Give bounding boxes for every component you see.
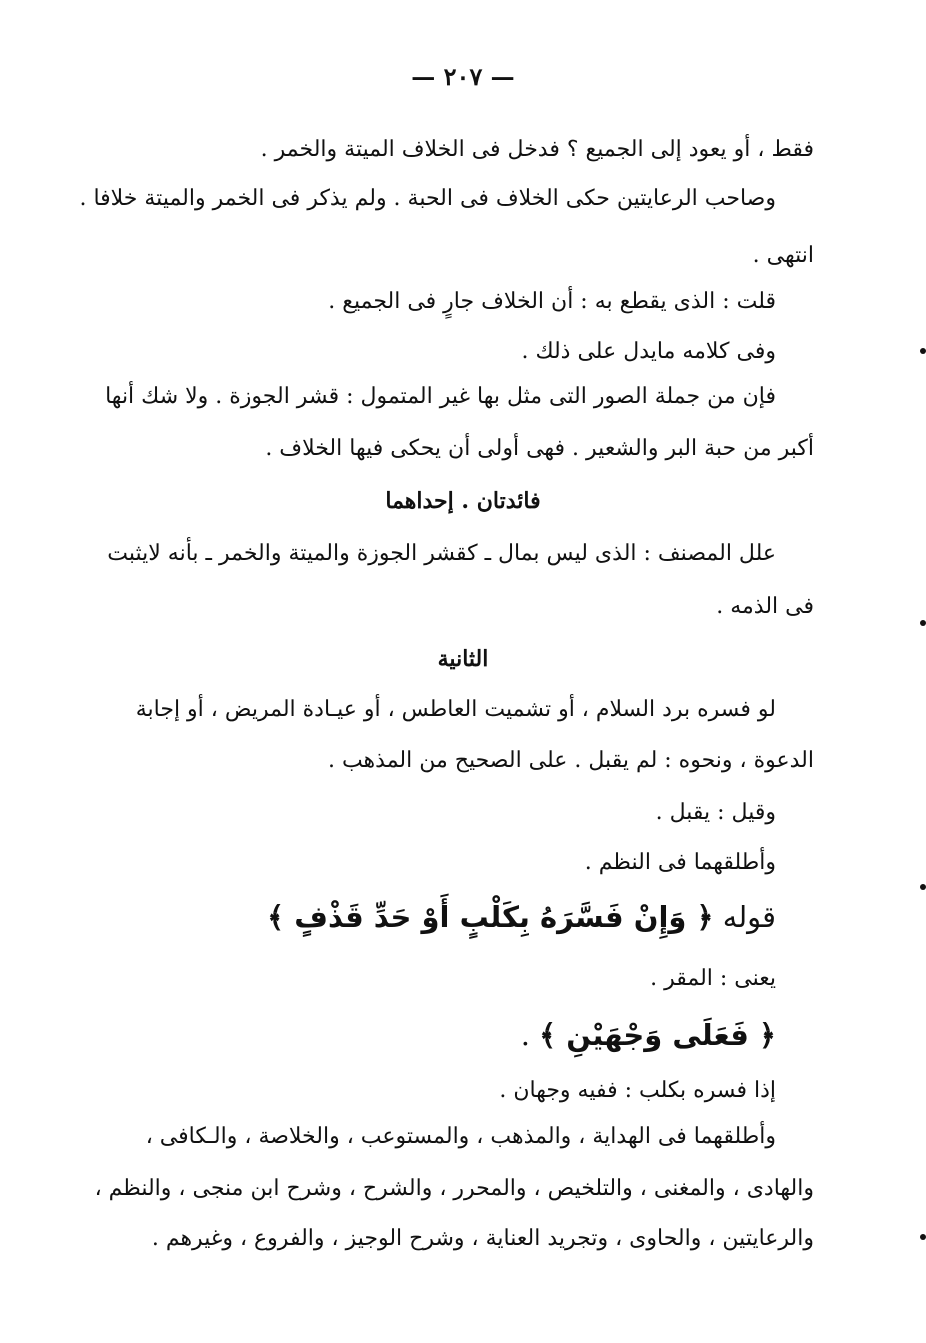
text-line-7: أكبر من حبة البر والشعير . فهى أولى أن يحكى فيها الخلاف .	[265, 436, 814, 461]
margin-dot	[920, 1234, 926, 1240]
text-line-18: وأطلقهما فى الهداية ، والمذهب ، والمستوعب ، والخلاصة ، والـكافى ،	[145, 1124, 776, 1149]
text-line-13: وأطلقهما فى النظم .	[584, 850, 776, 875]
text-line-6: فإن من جملة الصور التى مثل بها غير المتمول : قشر الجوزة . ولا شك أنها	[105, 384, 776, 409]
text-line-8: علل المصنف : الذى ليس بمال ـ كقشر الجوزة والميتة والخمر ـ بأنه لايثبت	[107, 541, 776, 566]
quranic-quote-2: ﴿ فَعَلَى وَجْهَيْنِ ﴾	[539, 1018, 776, 1052]
text-line-19: والهادى ، والمغنى ، والتلخيص ، والمحرر ، والشرح ، وشرح ابن منجى ، والنظم ،	[94, 1176, 814, 1201]
quoted-line-1	[267, 900, 776, 935]
text-line-4: قلت : الذى يقطع به : أن الخلاف جارٍ فى الجميع .	[328, 289, 776, 314]
section-heading-second: الثانية	[437, 646, 489, 672]
quranic-quote: ﴿ وَإِنْ فَسَّرَهُ بِكَلْبٍ أَوْ حَدِّ قَذْفٍ ﴾	[267, 900, 714, 934]
text-line-15: يعنى : المقر .	[650, 966, 776, 991]
page-number: — ٢٠٧ —	[411, 62, 515, 91]
text-line-9: فى الذمه .	[716, 594, 814, 619]
quoted-line-2	[521, 1018, 776, 1053]
text-line-10: لو فسره برد السلام ، أو تشميت العاطس ، أو عيـادة المريض ، أو إجابة	[135, 697, 776, 722]
text-line-11: الدعوة ، ونحوه : لم يقبل . على الصحيح من المذهب .	[327, 748, 814, 773]
margin-dot	[920, 884, 926, 890]
quote-period: .	[520, 1018, 530, 1052]
text-line-3: انتهى .	[752, 243, 814, 268]
text-line-12: وقيل : يقبل .	[655, 800, 776, 825]
text-line-5: وفى كلامه مايدل على ذلك .	[521, 339, 776, 364]
margin-dot	[920, 348, 926, 354]
quote-intro-word: قوله	[722, 900, 776, 934]
section-heading-fawaid: فائدتان . إحداهما	[385, 488, 541, 514]
margin-dot	[920, 620, 926, 626]
text-line-20: والرعايتين ، والحاوى ، وتجريد العناية ، وشرح الوجيز ، والفروع ، وغيرهم .	[151, 1226, 814, 1251]
text-line-2: وصاحب الرعايتين حكى الخلاف فى الحبة . ولم يذكر فى الخمر والميتة خلافا .	[79, 186, 776, 211]
text-line-17: إذا فسره بكلب : ففيه وجهان .	[499, 1078, 776, 1103]
text-line-1: فقط ، أو يعود إلى الجميع ؟ فدخل فى الخلاف الميتة والخمر .	[260, 137, 814, 162]
